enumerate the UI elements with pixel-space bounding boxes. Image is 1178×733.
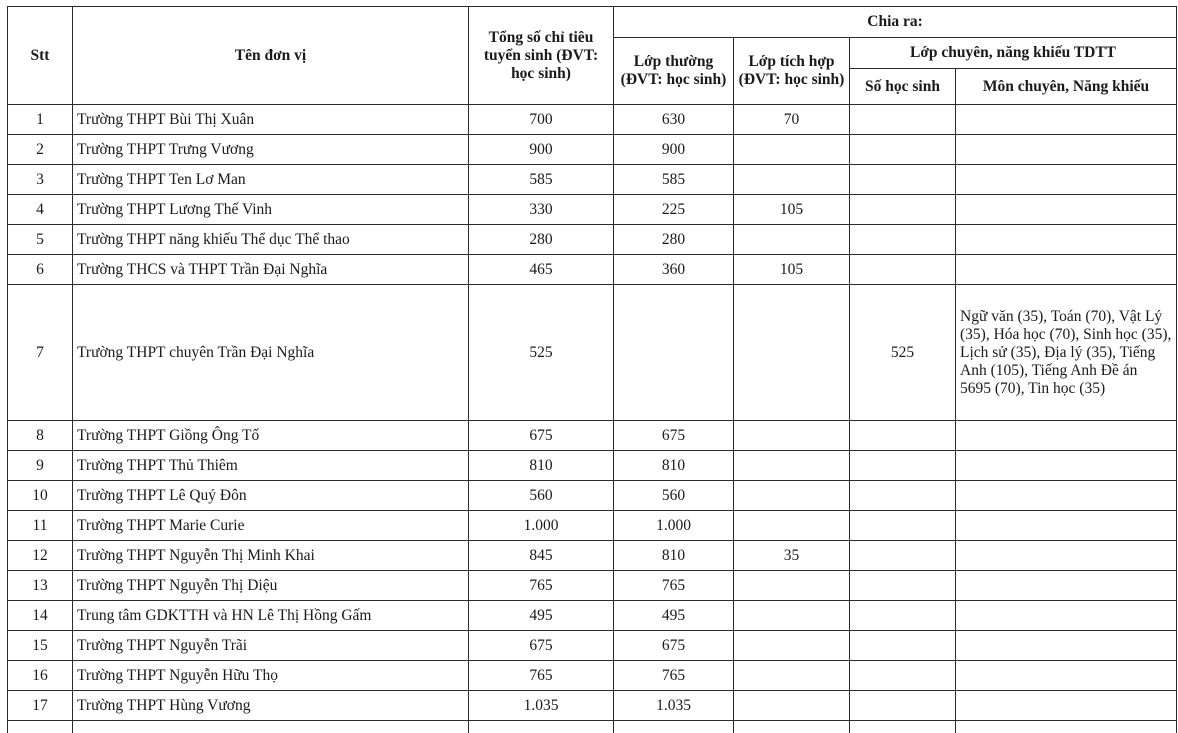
row-regular: 765 bbox=[614, 661, 734, 691]
row-unit-name: Trường THPT năng khiếu Thể dục Thể thao bbox=[73, 225, 469, 255]
row-stt: 4 bbox=[8, 195, 73, 225]
row-integrated bbox=[734, 661, 850, 691]
row-stt: 1 bbox=[8, 105, 73, 135]
table-row bbox=[8, 135, 1177, 165]
row-spec-students bbox=[850, 661, 956, 691]
row-integrated bbox=[734, 691, 850, 721]
row-stt: 17 bbox=[8, 691, 73, 721]
row-spec-subjects bbox=[956, 601, 1177, 631]
table-row bbox=[8, 541, 1177, 571]
row-integrated bbox=[734, 135, 850, 165]
row-unit-name: Trường THPT Trưng Vương bbox=[73, 135, 469, 165]
row-integrated bbox=[734, 601, 850, 631]
row-spec-students bbox=[850, 421, 956, 451]
row-total: 810 bbox=[469, 451, 614, 481]
table-row bbox=[8, 285, 1177, 421]
header-unit-name: Tên đơn vị bbox=[73, 7, 469, 105]
row-spec-students bbox=[850, 601, 956, 631]
row-spec-students bbox=[850, 481, 956, 511]
row-spec-subjects bbox=[956, 255, 1177, 285]
row-spec-subjects bbox=[956, 421, 1177, 451]
row-regular: 585 bbox=[614, 165, 734, 195]
row-regular: 495 bbox=[614, 601, 734, 631]
row-integrated: 35 bbox=[734, 541, 850, 571]
table-row bbox=[8, 691, 1177, 721]
row-total: 280 bbox=[469, 225, 614, 255]
row-spec-subjects bbox=[956, 541, 1177, 571]
row-spec-students bbox=[850, 105, 956, 135]
row-total: 330 bbox=[469, 195, 614, 225]
row-spec-students bbox=[850, 255, 956, 285]
row-unit-name: Trường THPT Bùi Thị Xuân bbox=[73, 105, 469, 135]
header-regular-class: Lớp thường (ĐVT: học sinh) bbox=[614, 38, 734, 105]
row-unit-name: Trường THPT Marie Curie bbox=[73, 511, 469, 541]
row-spec-students bbox=[850, 631, 956, 661]
row-total: 525 bbox=[469, 285, 614, 421]
row-regular: 280 bbox=[614, 225, 734, 255]
header-total-quota: Tổng số chỉ tiêu tuyển sinh (ĐVT: học sinh) bbox=[469, 7, 614, 105]
row-regular: 225 bbox=[614, 195, 734, 225]
table-row bbox=[8, 661, 1177, 691]
row-stt: 5 bbox=[8, 225, 73, 255]
row-total: 560 bbox=[469, 481, 614, 511]
row-total: 765 bbox=[469, 661, 614, 691]
row-total: 675 bbox=[469, 631, 614, 661]
row-spec-subjects bbox=[956, 661, 1177, 691]
row-spec-subjects bbox=[956, 631, 1177, 661]
row-spec-students bbox=[850, 541, 956, 571]
row-total: 900 bbox=[469, 135, 614, 165]
row-integrated bbox=[734, 451, 850, 481]
row-regular: 810 bbox=[614, 541, 734, 571]
row-stt: 9 bbox=[8, 451, 73, 481]
row-integrated: 105 bbox=[734, 195, 850, 225]
row-integrated bbox=[734, 631, 850, 661]
row-unit-name: Trường THPT Lương Thế Vinh bbox=[73, 195, 469, 225]
row-unit-name: Trung tâm GDKTTH và HN Lê Thị Hồng Gấm bbox=[73, 601, 469, 631]
row-stt: 12 bbox=[8, 541, 73, 571]
row-spec-students bbox=[850, 135, 956, 165]
header-specialized-group: Lớp chuyên, năng khiếu TDTT bbox=[850, 38, 1177, 69]
row-stt: 8 bbox=[8, 421, 73, 451]
row-integrated bbox=[734, 165, 850, 195]
row-stt: 15 bbox=[8, 631, 73, 661]
row-integrated bbox=[734, 421, 850, 451]
table-row bbox=[8, 481, 1177, 511]
row-regular: 675 bbox=[614, 421, 734, 451]
row-total: 700 bbox=[469, 105, 614, 135]
row-integrated bbox=[734, 285, 850, 421]
row-unit-name: Trường THPT Ten Lơ Man bbox=[73, 165, 469, 195]
row-spec-subjects bbox=[956, 165, 1177, 195]
row-regular: 900 bbox=[614, 135, 734, 165]
row-stt: 6 bbox=[8, 255, 73, 285]
row-total: 675 bbox=[469, 421, 614, 451]
row-spec-subjects bbox=[956, 451, 1177, 481]
row-stt: 11 bbox=[8, 511, 73, 541]
row-stt: 16 bbox=[8, 661, 73, 691]
row-unit-name: Trường THPT Nguyễn Thị Diệu bbox=[73, 571, 469, 601]
row-integrated bbox=[734, 225, 850, 255]
row-regular: 1.000 bbox=[614, 511, 734, 541]
header-integrated-class: Lớp tích hợp (ĐVT: học sinh) bbox=[734, 38, 850, 105]
row-stt: 7 bbox=[8, 285, 73, 421]
row-total: 1.000 bbox=[469, 511, 614, 541]
row-unit-name: Trường THPT chuyên Trần Đại Nghĩa bbox=[73, 285, 469, 421]
row-spec-students bbox=[850, 451, 956, 481]
row-regular: 810 bbox=[614, 451, 734, 481]
row-spec-subjects bbox=[956, 105, 1177, 135]
row-unit-name: Trường THPT Lê Quý Đôn bbox=[73, 481, 469, 511]
row-spec-subjects bbox=[956, 195, 1177, 225]
table-row bbox=[8, 165, 1177, 195]
table-row bbox=[8, 195, 1177, 225]
row-spec-subjects bbox=[956, 691, 1177, 721]
row-total: 845 bbox=[469, 541, 614, 571]
row-unit-name: Trường THPT Giồng Ông Tố bbox=[73, 421, 469, 451]
table-row bbox=[8, 421, 1177, 451]
table-row bbox=[8, 601, 1177, 631]
row-spec-students bbox=[850, 225, 956, 255]
row-total: 495 bbox=[469, 601, 614, 631]
row-spec-students bbox=[850, 571, 956, 601]
row-spec-students bbox=[850, 165, 956, 195]
row-total: 765 bbox=[469, 571, 614, 601]
header-stt: Stt bbox=[8, 7, 73, 105]
row-integrated bbox=[734, 571, 850, 601]
row-spec-students bbox=[850, 511, 956, 541]
header-specialized-students: Số học sinh bbox=[850, 69, 956, 105]
table-row bbox=[8, 451, 1177, 481]
row-regular: 630 bbox=[614, 105, 734, 135]
row-spec-subjects bbox=[956, 225, 1177, 255]
row-total: 585 bbox=[469, 165, 614, 195]
row-spec-subjects bbox=[956, 511, 1177, 541]
header-breakdown: Chia ra: bbox=[614, 7, 1177, 38]
row-unit-name: Trường THPT Nguyễn Trãi bbox=[73, 631, 469, 661]
row-spec-subjects bbox=[956, 481, 1177, 511]
row-unit-name: Trường THPT Nguyễn Thị Minh Khai bbox=[73, 541, 469, 571]
row-spec-subjects bbox=[956, 571, 1177, 601]
row-total: 1.035 bbox=[469, 691, 614, 721]
row-unit-name: Trường THPT Nguyễn Hữu Thọ bbox=[73, 661, 469, 691]
row-regular: 560 bbox=[614, 481, 734, 511]
row-spec-students: 525 bbox=[850, 285, 956, 421]
table-row bbox=[8, 255, 1177, 285]
row-stt: 10 bbox=[8, 481, 73, 511]
row-stt: 3 bbox=[8, 165, 73, 195]
table-row bbox=[8, 511, 1177, 541]
row-regular: 360 bbox=[614, 255, 734, 285]
table-body bbox=[8, 105, 1177, 733]
table-row bbox=[8, 571, 1177, 601]
table-row bbox=[8, 225, 1177, 255]
table-row bbox=[8, 631, 1177, 661]
row-regular: 765 bbox=[614, 571, 734, 601]
row-unit-name: Trường THCS và THPT Trần Đại Nghĩa bbox=[73, 255, 469, 285]
row-stt: 2 bbox=[8, 135, 73, 165]
row-regular bbox=[614, 285, 734, 421]
table-row bbox=[8, 105, 1177, 135]
row-stt: 13 bbox=[8, 571, 73, 601]
row-unit-name: Trường THPT Hùng Vương bbox=[73, 691, 469, 721]
row-spec-subjects bbox=[956, 135, 1177, 165]
row-spec-students bbox=[850, 195, 956, 225]
row-regular: 1.035 bbox=[614, 691, 734, 721]
header-specialized-subjects: Môn chuyên, Năng khiếu bbox=[956, 69, 1177, 105]
row-spec-subjects: Ngữ văn (35), Toán (70), Vật Lý (35), Hóa học (70), Sinh học (35), Lịch sử (35), Địa lý (35), Tiếng Anh (105), Tiếng Anh Đề án 5695 (70), Tin học (35) bbox=[956, 285, 1177, 421]
row-integrated: 70 bbox=[734, 105, 850, 135]
table-row-partial bbox=[8, 721, 1177, 733]
enrollment-quota-table bbox=[7, 6, 1177, 733]
row-regular: 675 bbox=[614, 631, 734, 661]
row-integrated bbox=[734, 511, 850, 541]
row-integrated: 105 bbox=[734, 255, 850, 285]
row-unit-name: Trường THPT Thủ Thiêm bbox=[73, 451, 469, 481]
row-integrated bbox=[734, 481, 850, 511]
row-spec-students bbox=[850, 691, 956, 721]
row-stt: 14 bbox=[8, 601, 73, 631]
row-total: 465 bbox=[469, 255, 614, 285]
